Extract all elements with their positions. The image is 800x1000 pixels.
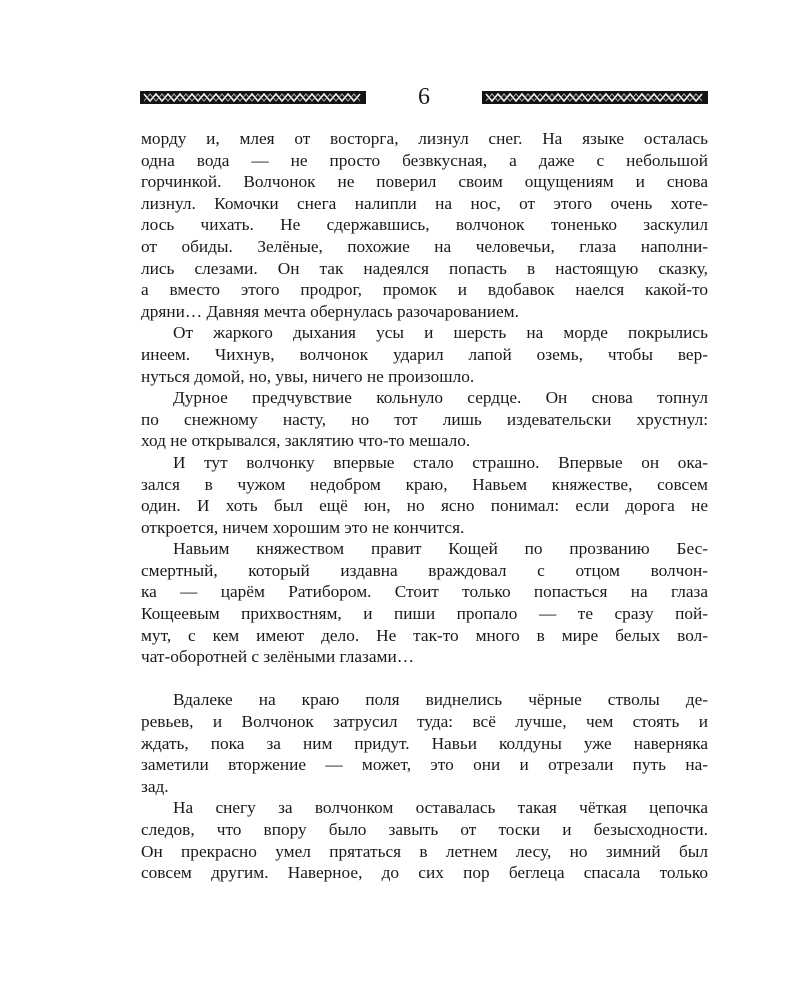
text-line: от обиды. Зелёные, похожие на человечьи, глаза наполни- bbox=[141, 236, 708, 256]
text-line: совсем другим. Наверное, до сих пор беглеца спасала только bbox=[141, 863, 708, 883]
text-line: Дурное предчувствие кольнуло сердце. Он снова топнул bbox=[173, 388, 708, 408]
text-line: морду и, млея от восторга, лизнул снег. На языке осталась bbox=[141, 129, 708, 148]
text-line: смертный, который издавна враждовал с отцом волчон- bbox=[141, 560, 708, 580]
text-line: Он прекрасно умел прятаться в летнем лесу, но зимний был bbox=[141, 841, 708, 861]
text-line: Кощеевым прихвостням, и пиши пропало — те сразу пой- bbox=[141, 604, 708, 624]
text-line: Навьим княжеством правит Кощей по прозванию Бес- bbox=[173, 539, 708, 559]
text-line: мут, с кем имеют дело. Не так-то много в мире белых вол- bbox=[141, 625, 708, 645]
text-line: зался в чужом недобром краю, Навьем княжестве, совсем bbox=[141, 474, 708, 494]
text-line: лизнул. Комочки снега налипли на нос, от этого очень хоте- bbox=[141, 193, 708, 213]
ornament-band-right bbox=[482, 91, 708, 104]
text-line: горчинкой. Волчонок не поверил своим ощущениям и снова bbox=[141, 172, 708, 192]
text-line: лись слезами. Он так надеялся попасть в настоящую сказку, bbox=[141, 258, 708, 278]
text-line: один. И хоть был ещё юн, но ясно понимал: если дорога не bbox=[141, 496, 708, 516]
text-line: одна вода — не просто безвкусная, а даже с небольшой bbox=[141, 150, 708, 170]
page-number: 6 bbox=[418, 84, 430, 110]
text-line: зад. bbox=[141, 776, 169, 796]
text-line: заметили вторжение — может, это они и отрезали путь на- bbox=[141, 755, 708, 775]
text-line: а вместо этого продрог, промок и вдобавок наелся какой-то bbox=[141, 280, 708, 300]
text-line: нуться домой, но, увы, ничего не произошло. bbox=[141, 366, 475, 386]
section-break bbox=[141, 668, 708, 690]
ornament-pattern-right bbox=[482, 91, 708, 104]
book-text bbox=[141, 128, 708, 884]
text-line: На снегу за волчонком оставалась такая чёткая цепочка bbox=[173, 798, 708, 818]
text-line: И тут волчонку впервые стало страшно. Впервые он ока- bbox=[173, 452, 708, 472]
text-line: ка — царём Ратибором. Стоит только попасться на глаза bbox=[141, 582, 708, 602]
text-line: ревьев, и Волчонок затрусил туда: всё лучше, чем стоять и bbox=[141, 712, 708, 732]
text-line: дряни… Давняя мечта обернулась разочарованием. bbox=[141, 301, 519, 321]
text-line: откроется, ничем хорошим это не кончится. bbox=[141, 517, 465, 537]
text-line: по снежному насту, но тот лишь издевательски хрустнул: bbox=[141, 409, 708, 429]
text-line: ход не открывался, заклятию что-то мешало. bbox=[141, 431, 471, 451]
text-line: инеем. Чихнув, волчонок ударил лапой оземь, чтобы вер- bbox=[141, 344, 708, 364]
text-line: От жаркого дыхания усы и шерсть на морде покрылись bbox=[173, 323, 708, 343]
text-line: ждать, пока за ним придут. Навьи колдуны уже наверняка bbox=[141, 733, 708, 753]
text-line: следов, что впору было завыть от тоски и безысходности. bbox=[141, 820, 708, 839]
page-header bbox=[140, 86, 708, 110]
text-line: лось чихать. Не сдержавшись, волчонок тоненько заскулил bbox=[141, 215, 708, 235]
text-line: чат-оборотней с зелёными глазами… bbox=[141, 647, 414, 667]
text-line: Вдалеке на краю поля виднелись чёрные стволы де- bbox=[173, 690, 708, 710]
